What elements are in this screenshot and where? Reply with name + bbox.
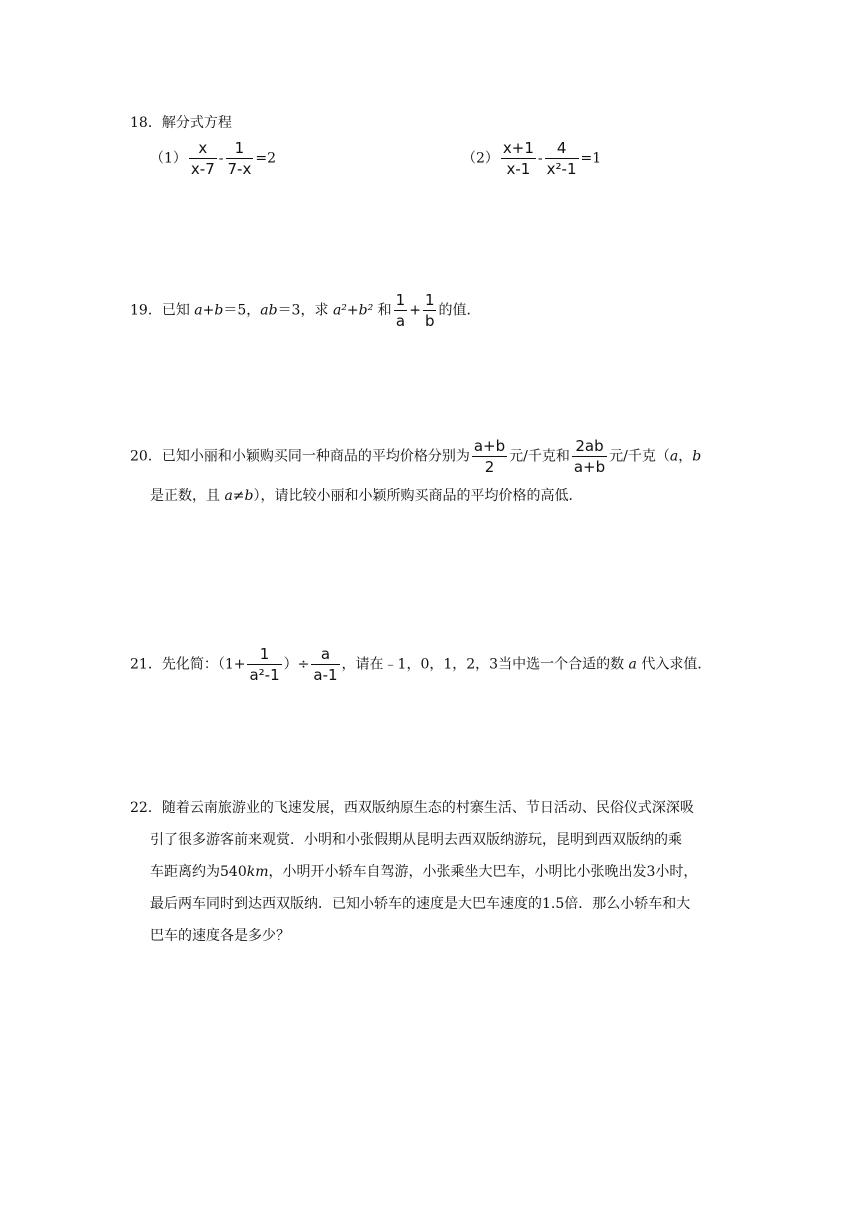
fraction: $\frac{a+b}{2}$ (473, 437, 506, 476)
q22-line5: 巴车的速度各是多少？ (150, 928, 290, 944)
fraction: $\frac{4}{\text{x²-1}}$ (546, 139, 577, 178)
fraction: $\frac{1}{b}$ (424, 291, 435, 330)
fraction: $\frac{1}{\text{a²-1}}$ (249, 645, 280, 684)
q19: 19．已知 a+b＝5，ab＝3，求 a²+b² 和 $\frac{1}{a}$ + $\frac{1}{b}$ 的值． (130, 291, 481, 330)
fraction: $\frac{x}{x-7}$ (190, 139, 215, 178)
q18-part1: （1） $\frac{x}{x-7}$ - $\frac{1}{7-x}$ =2 (150, 139, 276, 178)
fraction: $\frac{1}{a}$ (395, 291, 406, 330)
q22-line2: 引了很多游客前来观赏．小明和小张假期从昆明去西双版纳游玩，昆明到西双版纳的乘 (150, 832, 682, 848)
q20-line1: 20．已知小丽和小颖购买同一种商品的平均价格分别为 $\frac{a+b}{2}$ 元/千克和 $\frac{2ab}{a+b}$ 元/千克（a，b (130, 437, 702, 476)
q18-part2: （2） $\frac{x+1}{x-1}$ - $\frac{4}{\text{x²-1}}$ =1 (462, 139, 602, 178)
fraction: $\frac{x+1}{x-1}$ (502, 139, 534, 178)
q21: 21．先化简：（1+ $\frac{1}{\text{a²-1}}$ ）÷ $\frac{a}{a-1}$ ，请在﹣1，0，1，2，3当中选一个合适的数 a 代入求值． (130, 645, 712, 684)
q22 (130, 792, 740, 952)
q18-part1-label: （1） (150, 150, 187, 167)
q18-part2-label: （2） (462, 150, 499, 167)
q22-line4: 最后两车同时到达西双版纳．已知小轿车的速度是大巴车速度的1.5倍．那么小轿车和大 (150, 896, 691, 912)
fraction: $\frac{2ab}{a+b}$ (573, 437, 606, 476)
fraction: $\frac{a}{a-1}$ (313, 645, 338, 684)
q20-line2: 是正数，且 a≠b），请比较小丽和小颖所购买商品的平均价格的高低． (150, 488, 583, 504)
fraction: $\frac{1}{7-x}$ (227, 139, 252, 178)
q22-line3: 车距离约为540km，小明开小轿车自驾游，小张乘坐大巴车，小明比小张晚出发3小时， (150, 864, 698, 880)
q18-title: 18．解分式方程 (130, 115, 232, 131)
q22-line1: 22．随着云南旅游业的飞速发展，西双版纳原生态的村寨生活、节日活动、民俗仪式深深吸 (130, 800, 694, 816)
